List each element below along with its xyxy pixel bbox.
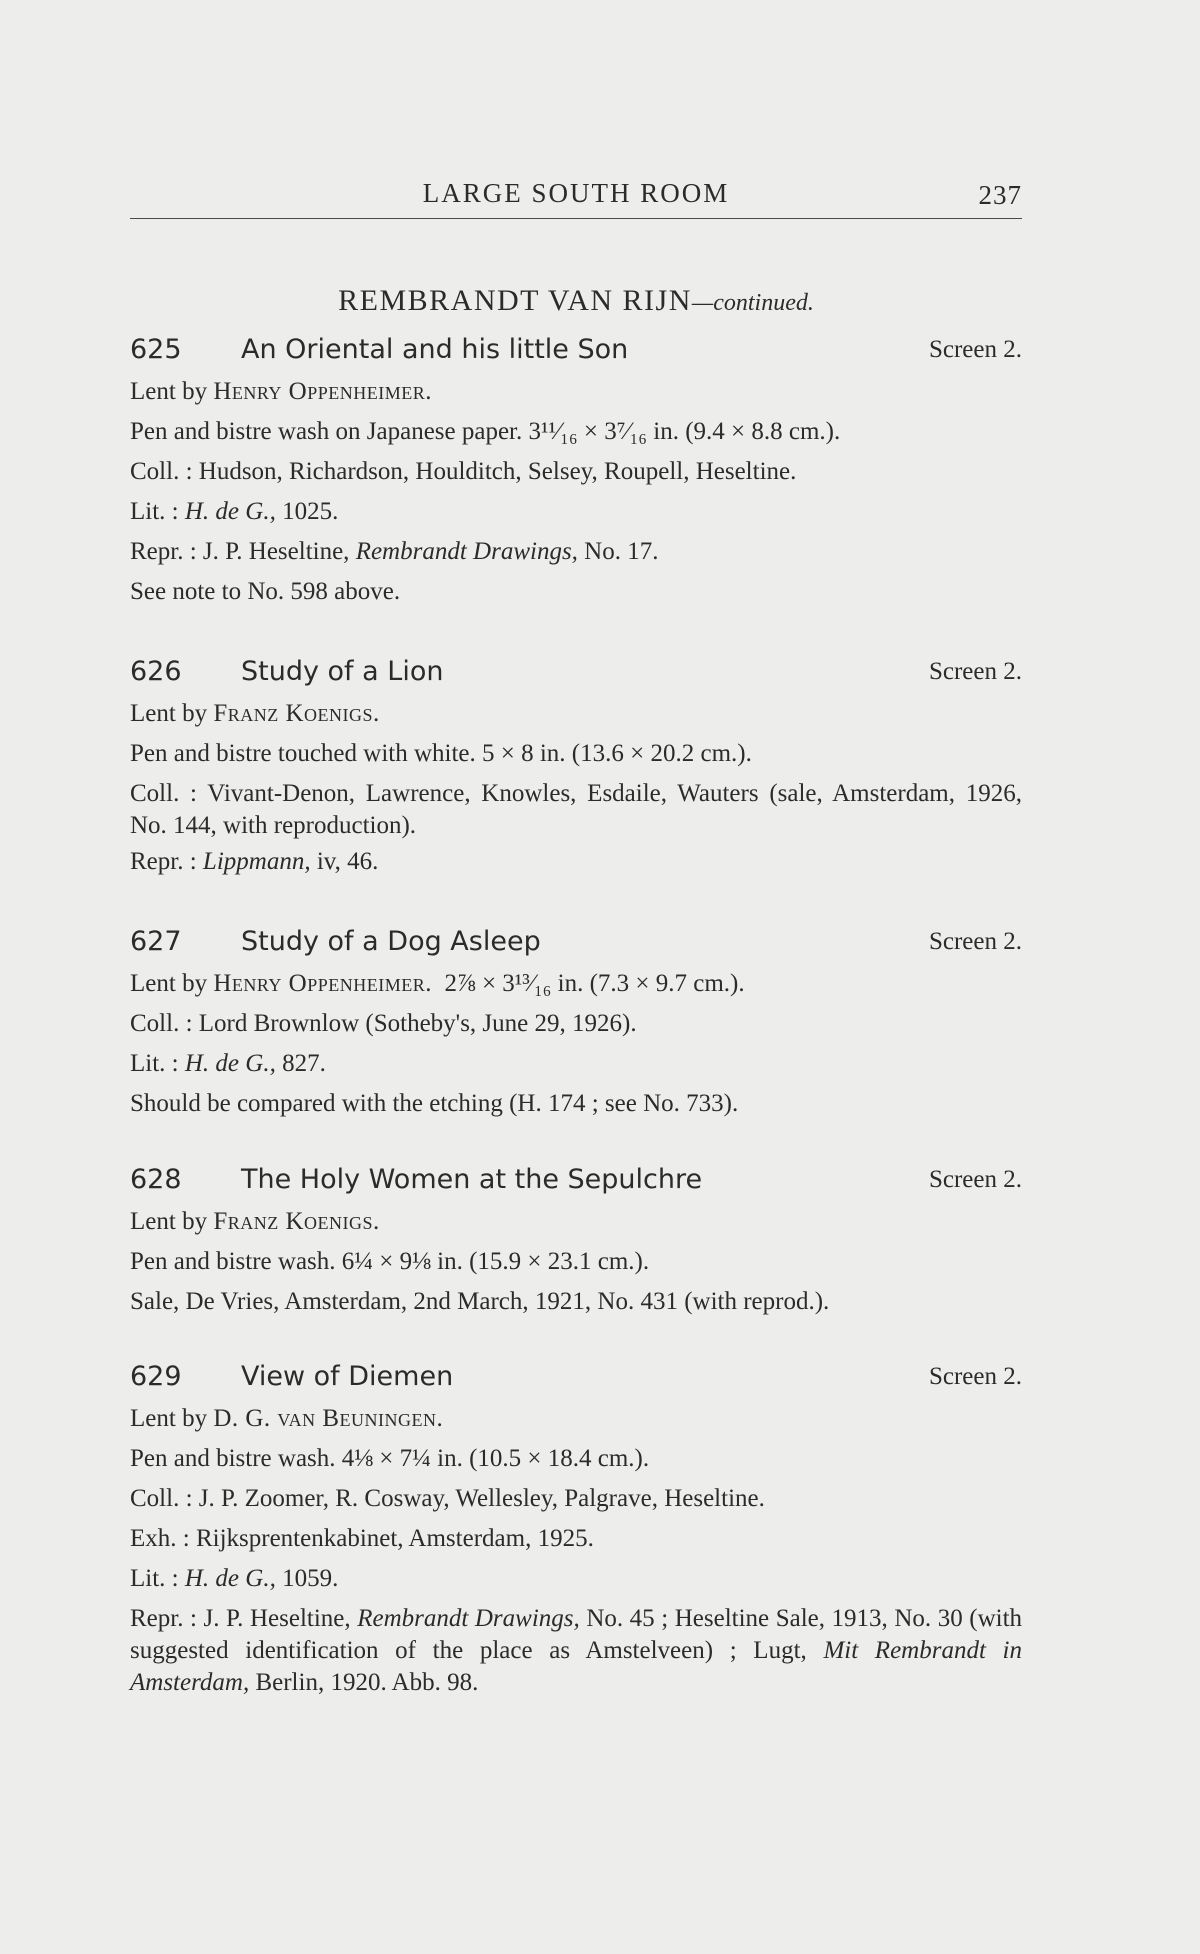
entry-title: Study of a Dog Asleep bbox=[241, 926, 541, 957]
catalogue-entry-627 bbox=[130, 926, 1022, 1124]
repr-prefix: Repr. : J. P. Heseltine, bbox=[130, 1605, 351, 1632]
lit-prefix: Lit. : bbox=[130, 1565, 179, 1592]
lent-prefix: Lent by bbox=[130, 700, 208, 727]
lit-number: 1059. bbox=[282, 1565, 339, 1592]
page-number: 237 bbox=[978, 180, 1022, 210]
sale-line: Sale, De Vries, Amsterdam, 2nd March, 1921, No. 431 (with reprod.). bbox=[130, 1288, 830, 1315]
lit-reference: H. de G., bbox=[184, 1565, 276, 1592]
lender-name: Franz Koenigs. bbox=[213, 700, 380, 727]
running-head bbox=[130, 178, 1022, 219]
lit-prefix: Lit. : bbox=[130, 1050, 179, 1077]
entry-heading bbox=[130, 1361, 1022, 1399]
lent-prefix: Lent by bbox=[130, 970, 208, 997]
collection-line: Coll. : J. P. Zoomer, R. Cosway, Wellesley, Palgrave, Heseltine. bbox=[130, 1485, 765, 1512]
entry-heading bbox=[130, 656, 1022, 694]
repr-title-2: Mit Rembrandt in Amsterdam, bbox=[130, 1637, 1022, 1696]
catalogue-entry-629 bbox=[130, 1361, 1022, 1699]
entry-screen: Screen 2. bbox=[928, 1166, 1022, 1193]
entry-screen: Screen 2. bbox=[928, 336, 1022, 363]
medium-line: Pen and bistre wash. 6¼ × 9⅛ in. (15.9 × 23.1 cm.). bbox=[130, 1248, 650, 1275]
entry-number: 625 bbox=[130, 334, 182, 365]
lender-name: Franz Koenigs. bbox=[213, 1208, 380, 1235]
entry-screen: Screen 2. bbox=[928, 1363, 1022, 1390]
medium-line: Pen and bistre wash. 4⅛ × 7¼ in. (10.5 × 18.4 cm.). bbox=[130, 1445, 650, 1472]
entry-heading bbox=[130, 1164, 1022, 1202]
entry-title: An Oriental and his little Son bbox=[241, 334, 629, 365]
reproduction-line bbox=[130, 532, 1022, 572]
lent-prefix: Lent by bbox=[130, 1208, 208, 1235]
lent-prefix: Lent by bbox=[130, 378, 208, 405]
lit-reference: H. de G., bbox=[184, 1050, 276, 1077]
repr-title: Rembrandt Drawings, bbox=[357, 1605, 580, 1632]
catalogue-entry-626 bbox=[130, 656, 1022, 882]
dimensions: 2⅞ × 3¹³⁄₁₆ in. (7.3 × 9.7 cm.). bbox=[444, 970, 745, 997]
repr-rest: No. 45 ; Heseltine Sale, 1913, No. 30 (with suggested identification of the place as Amstelveen) ; Lugt, bbox=[130, 1605, 1023, 1664]
entry-number: 628 bbox=[130, 1164, 182, 1195]
repr-rest: No. 17. bbox=[584, 538, 659, 565]
lit-number: 1025. bbox=[282, 498, 339, 525]
collection-line: Coll. : Vivant-Denon, Lawrence, Knowles, Esdaile, Wauters (sale, Amsterdam, 1926, No. 144, with reproduction). bbox=[130, 780, 1022, 839]
literature-line bbox=[130, 1559, 1022, 1599]
repr-prefix: Repr. : bbox=[130, 848, 197, 875]
artist-name: REMBRANDT VAN RIJN bbox=[338, 284, 692, 317]
reproduction-line bbox=[130, 1603, 1022, 1699]
collection-line: Coll. : Lord Brownlow (Sotheby's, June 29, 1926). bbox=[130, 1010, 637, 1037]
artist-heading bbox=[130, 284, 1022, 318]
entry-screen: Screen 2. bbox=[928, 658, 1022, 685]
lent-by-line bbox=[130, 694, 1022, 734]
running-head-title: LARGE SOUTH ROOM bbox=[422, 178, 730, 208]
entry-screen: Screen 2. bbox=[928, 928, 1022, 955]
entry-title: Study of a Lion bbox=[241, 656, 444, 687]
lent-prefix: Lent by bbox=[130, 1405, 208, 1432]
lit-prefix: Lit. : bbox=[130, 498, 179, 525]
exhibition-line: Exh. : Rijksprentenkabinet, Amsterdam, 1925. bbox=[130, 1525, 594, 1552]
repr-title: Lippmann, bbox=[202, 848, 311, 875]
lit-reference: H. de G., bbox=[184, 498, 276, 525]
entry-heading bbox=[130, 926, 1022, 964]
reproduction-line bbox=[130, 842, 1022, 882]
lit-number: 827. bbox=[282, 1050, 326, 1077]
literature-line bbox=[130, 1044, 1022, 1084]
literature-line bbox=[130, 492, 1022, 532]
lender-name: D. G. van Beuningen. bbox=[213, 1405, 444, 1432]
lent-by-line bbox=[130, 964, 1022, 1004]
catalogue-entry-628 bbox=[130, 1164, 1022, 1322]
medium-line: Pen and bistre wash on Japanese paper. 3¹¹⁄₁₆ × 3⁷⁄₁₆ in. (9.4 × 8.8 cm.). bbox=[130, 418, 841, 445]
note-line: See note to No. 598 above. bbox=[130, 578, 401, 605]
entry-title: View of Diemen bbox=[241, 1361, 454, 1392]
entry-title: The Holy Women at the Sepulchre bbox=[241, 1164, 703, 1195]
repr-rest: iv, 46. bbox=[316, 848, 379, 875]
lent-by-line bbox=[130, 372, 1022, 412]
entry-number: 629 bbox=[130, 1361, 182, 1392]
entry-number: 626 bbox=[130, 656, 182, 687]
collection-line: Coll. : Hudson, Richardson, Houlditch, Selsey, Roupell, Heseltine. bbox=[130, 458, 797, 485]
catalogue-entry-625 bbox=[130, 334, 1022, 612]
repr-rest-2: Berlin, 1920. Abb. 98. bbox=[255, 1669, 479, 1696]
medium-line: Pen and bistre touched with white. 5 × 8 in. (13.6 × 20.2 cm.). bbox=[130, 740, 752, 767]
entry-heading bbox=[130, 334, 1022, 372]
note-line: Should be compared with the etching (H. 174 ; see No. 733). bbox=[130, 1090, 739, 1117]
artist-continued: —continued. bbox=[691, 290, 814, 316]
lender-name: Henry Oppenheimer. bbox=[213, 378, 432, 405]
lender-name: Henry Oppenheimer. bbox=[213, 970, 432, 997]
repr-prefix: Repr. : J. P. Heseltine, bbox=[130, 538, 350, 565]
entry-number: 627 bbox=[130, 926, 182, 957]
lent-by-line bbox=[130, 1399, 1022, 1439]
lent-by-line bbox=[130, 1202, 1022, 1242]
repr-title: Rembrandt Drawings, bbox=[355, 538, 578, 565]
